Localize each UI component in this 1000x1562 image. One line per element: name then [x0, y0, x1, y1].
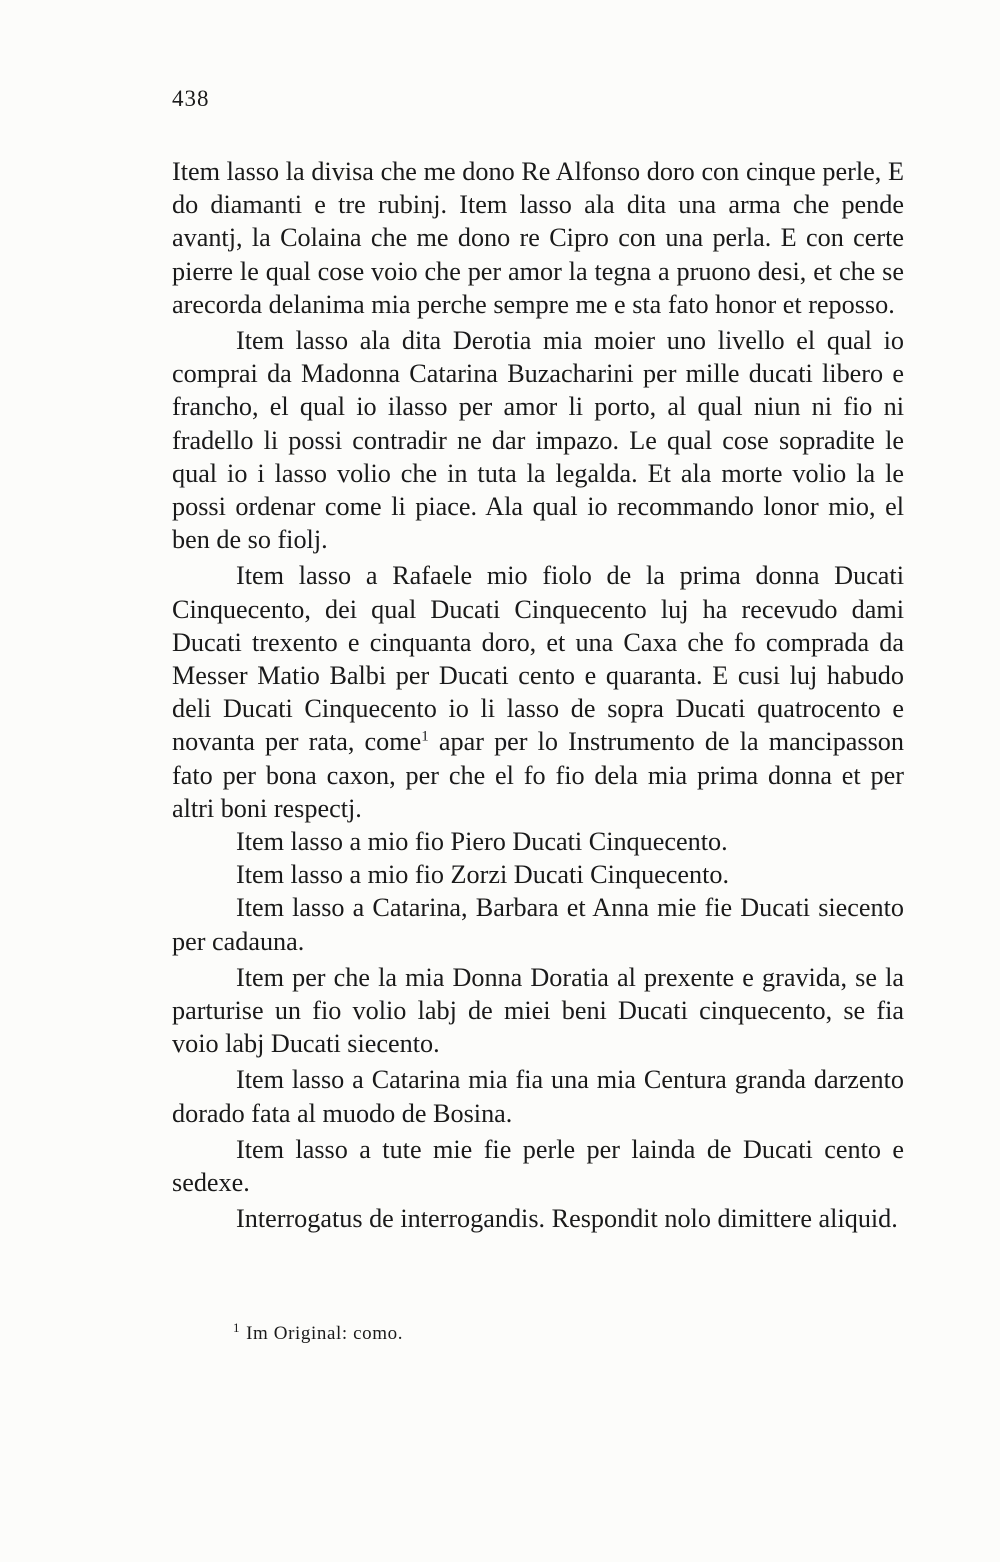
paragraph-bequest-jewels: Item lasso la divisa che me dono Re Alfonso doro con cinque perle, E do diamanti e tre rubinj. Item lasso ala dita una arma che pende avantj, la Colaina che me dono re Cipro con una perla. E con certe pierre le qual cose voio che per amor la tegna a pruono desi, et che se arecorda delanima mia perche sempre me e sta fato honor et reposso. [172, 157, 904, 319]
paragraph-text-after-footnote: apar per lo Instrumento de la mancipasson fato per bona caxon, per che el fo fio dela mia prima donna et per altri boni respectj. [172, 727, 904, 823]
page-number: 438 [172, 86, 210, 111]
body-text [172, 155, 904, 1236]
paragraph-bequest-zorzi: Item lasso a mio fio Zorzi Ducati Cinquecento. [236, 860, 730, 890]
footnote-reference-mark: 1 [421, 728, 429, 745]
paragraph-interrogatus: Interrogatus de interrogandis. Respondit nolo dimittere aliquid. [236, 1204, 898, 1234]
paragraph-bequest-unborn-child: Item per che la mia Donna Doratia al prexente e gravida, se la parturise un fio volio labj de miei beni Ducati cinquecento, se fia voio labj Ducati siecento. [172, 962, 904, 1059]
footnote-mark: 1 [233, 1319, 241, 1335]
paragraph-bequest-pearls: Item lasso a tute mie fie perle per lainda de Ducati cento e sedexe. [172, 1134, 904, 1198]
footnote-text: Im Original: como. [246, 1323, 404, 1344]
paragraph-bequest-daughters: Item lasso a Catarina, Barbara et Anna mie fie Ducati siecento per cadauna. [172, 893, 904, 956]
paragraph-bequest-wife: Item lasso ala dita Derotia mia moier uno livello el qual io comprai da Madonna Catarina Buzacharini per mille ducati libero e francho, el qual io ilasso per amor li porto, al qual niun ni fio ni fradello li possi contradir ne dar impazo. Le qual cose sopradite le qual io i lasso volio che in tuta la legalda. Et ala morte volio la le possi ordenar come li piace. Ala qual io recommando lonor mio, el ben de so fiolj. [172, 326, 904, 555]
paragraph-bequest-catarina-belt: Item lasso a Catarina mia fia una mia Centura granda darzento dorado fata al muodo de Bosina. [172, 1065, 904, 1128]
paragraph-bequest-rafaele [172, 559, 904, 825]
paragraph-bequest-piero: Item lasso a mio fio Piero Ducati Cinquecento. [236, 827, 728, 857]
paragraph-text-before-footnote: Item lasso a Rafaele mio fiolo de la prima donna Ducati Cinquecento, dei qual Ducati Cinquecento luj ha recevudo dami Ducati trexento e cinquanta doro, et una Caxa che fo comprada da Messer Matio Balbi per Ducati cento e quaranta. E cusi luj habudo deli Ducati Cinquecento io li lasso de sopra Ducati quatrocento e novanta per rata, come [172, 561, 904, 757]
footnote [233, 1319, 404, 1346]
